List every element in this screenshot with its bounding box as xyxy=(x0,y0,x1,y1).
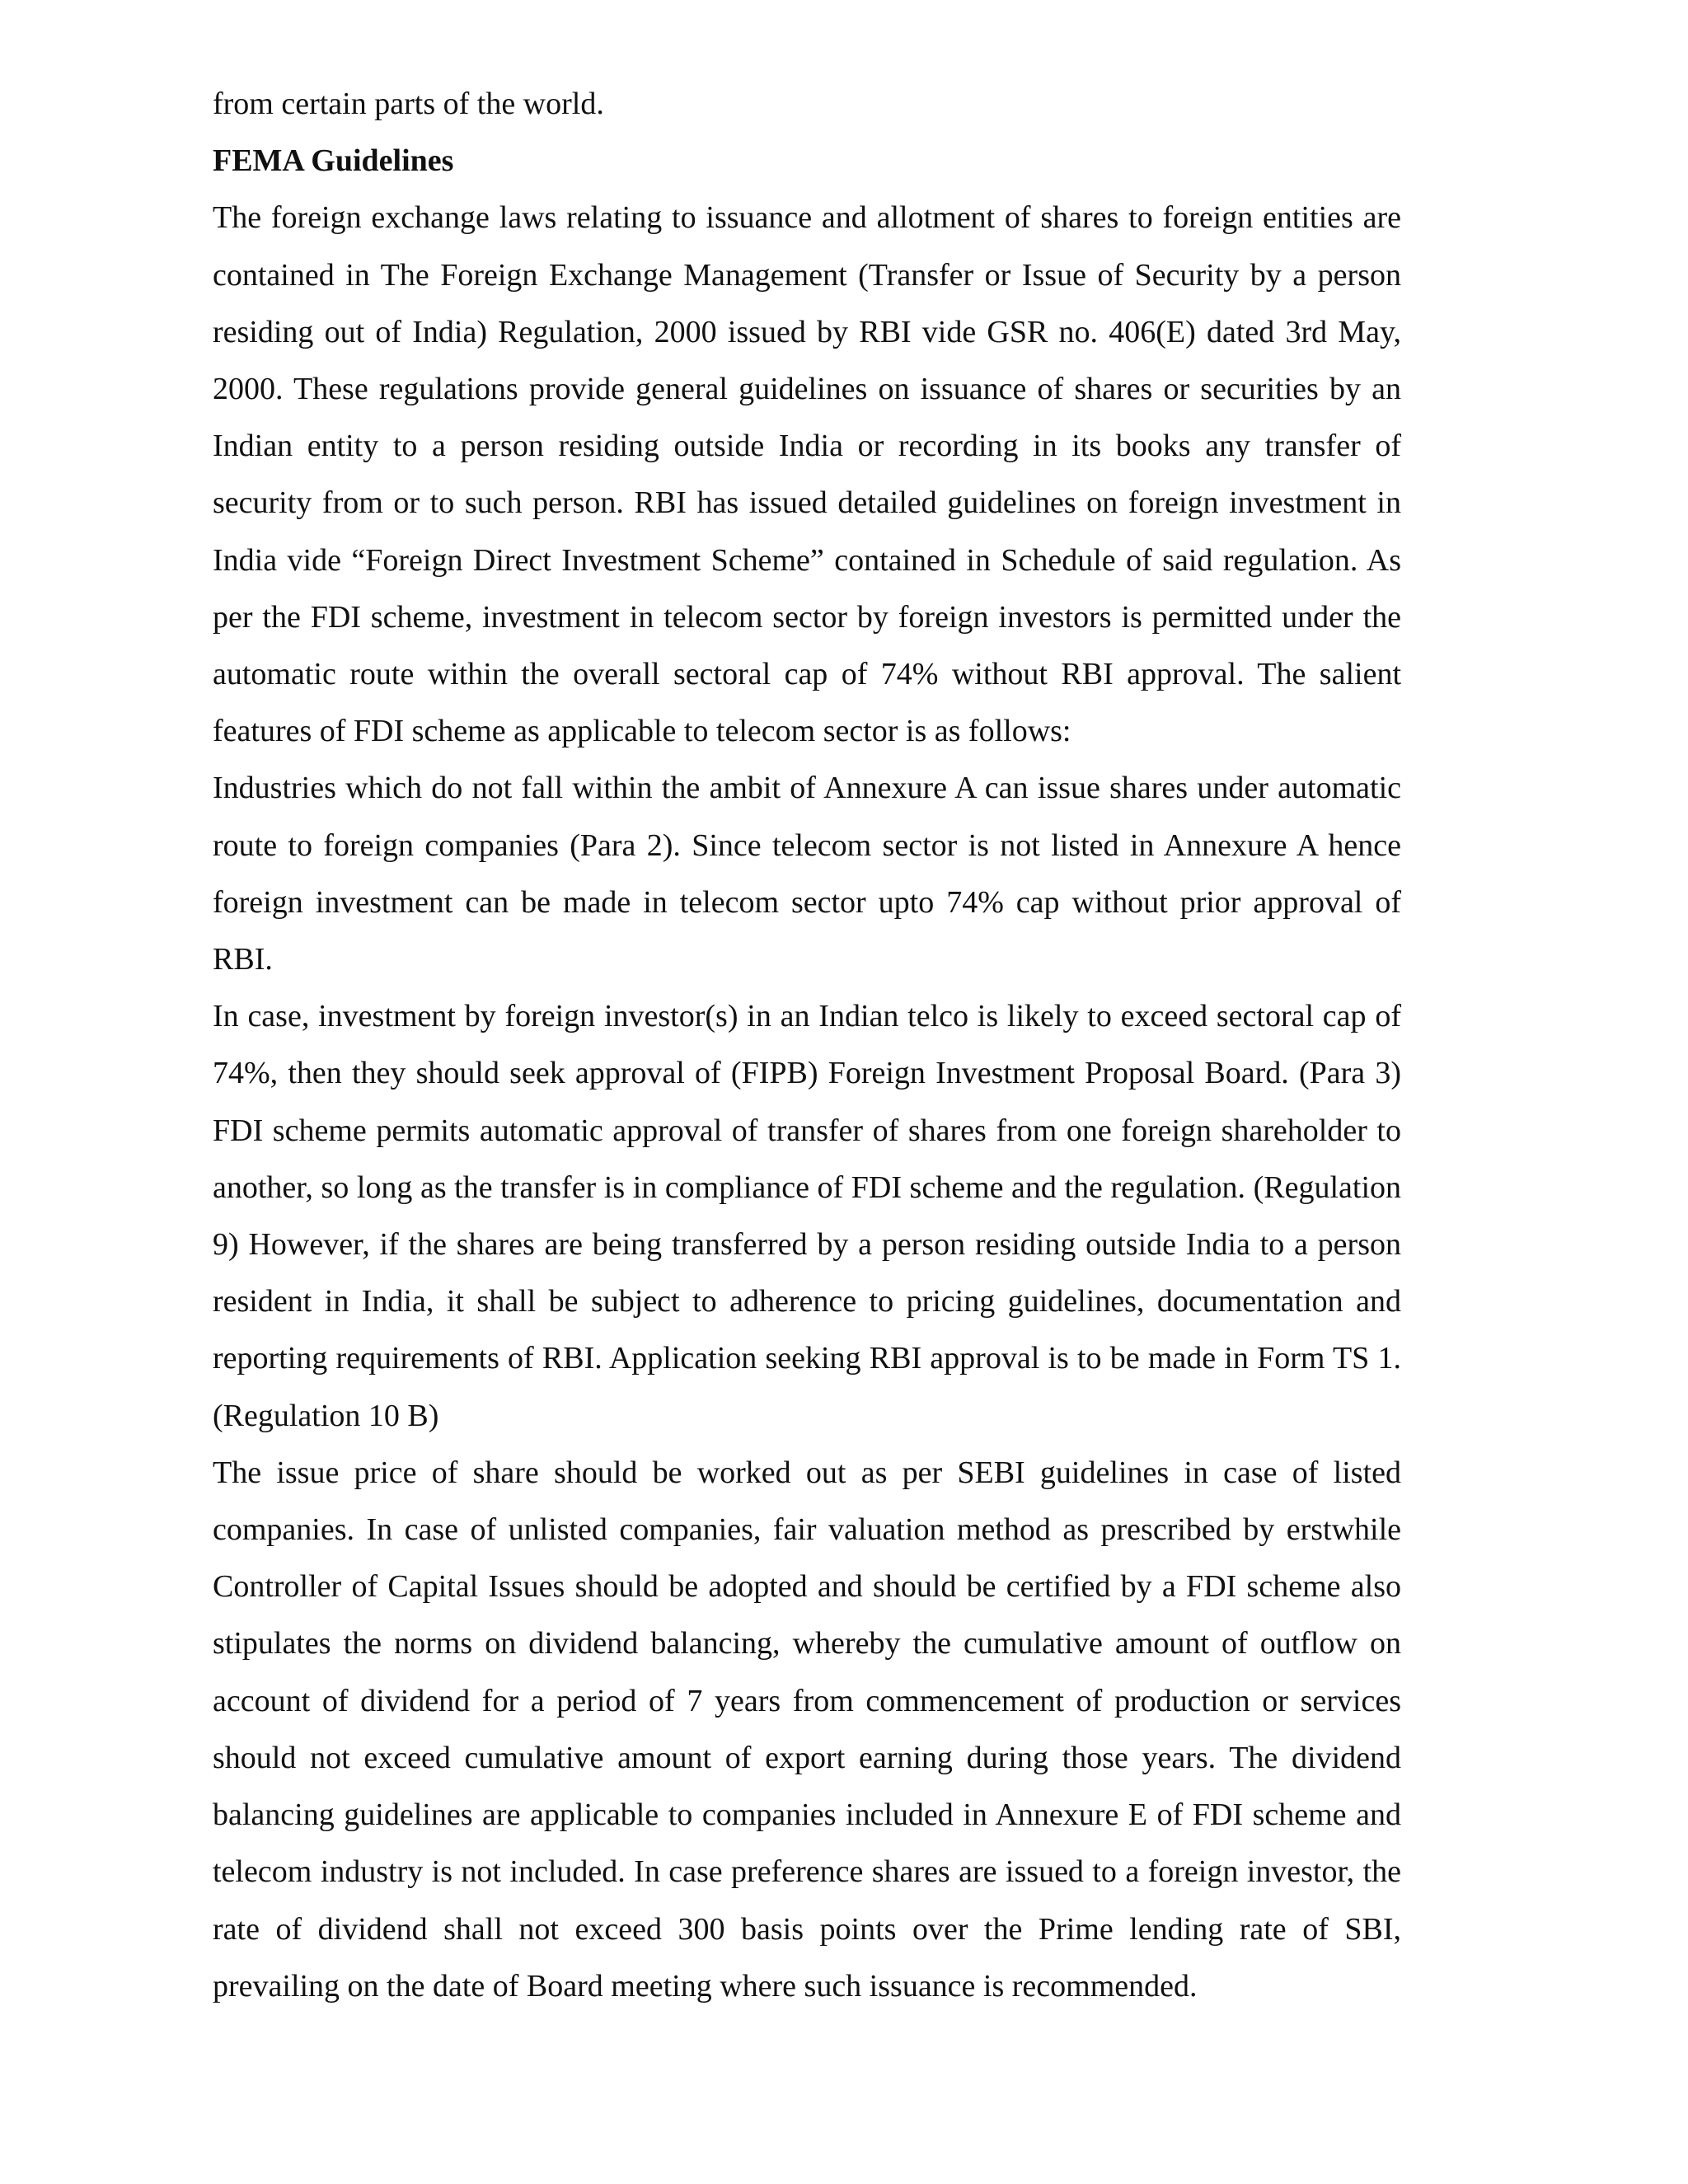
paragraph-sectoral-cap: In case, investment by foreign investor(s) in an Indian telco is likely to exceed sectoral cap of 74%, then they should seek approval of (FIPB) Foreign Investment Proposal Board. (Para 3) FDI scheme permits automatic approval of transfer of shares from one foreign shareholder to another, so long as the transfer is in compliance of FDI scheme and the regulation. (Regulation 9) However, if the shares are being transferred by a person residing outside India to a person resident in India, it shall be subject to adherence to pricing guidelines, documentation and reporting requirements of RBI. Application seeking RBI approval is to be made in Form TS 1. (Regulation 10 B) xyxy=(213,999,1401,1433)
section-heading: FEMA Guidelines xyxy=(213,143,454,179)
continuation-text: from certain parts of the world. xyxy=(213,87,604,121)
document-page xyxy=(213,76,1401,2015)
paragraph-regulations: The foreign exchange laws relating to issuance and allotment of shares to foreign entities are contained in The Foreign Exchange Management (Transfer or Issue of Security by a person residing out of India) Regulation, 2000 issued by RBI vide GSR no. 406(E) dated 3rd May, 2000. These regulations provide general guidelines on issuance of shares or securities by an Indian entity to a person residing outside India or recording in its books any transfer of security from or to such person. RBI has issued detailed guidelines on foreign investment in India vide “Foreign Direct Investment Scheme” contained in Schedule of said regulation. As per the FDI scheme, investment in telecom sector by foreign investors is permitted under the automatic route within the overall sectoral cap of 74% without RBI approval. The salient features of FDI scheme as applicable to telecom sector is as follows: xyxy=(213,200,1401,749)
paragraph-automatic-route: Industries which do not fall within the ambit of Annexure A can issue shares under automatic route to foreign companies (Para 2). Since telecom sector is not listed in Annexure A hence foreign investment can be made in telecom sector upto 74% cap without prior approval of RBI. xyxy=(213,771,1401,977)
paragraph-issue-price: The issue price of share should be worked out as per SEBI guidelines in case of listed companies. In case of unlisted companies, fair valuation method as prescribed by erstwhile Controller of Capital Issues should be adopted and should be certified by a FDI scheme also stipulates the norms on dividend balancing, whereby the cumulative amount of outflow on account of dividend for a period of 7 years from commencement of production or services should not exceed cumulative amount of export earning during those years. The dividend balancing guidelines are applicable to companies included in Annexure E of FDI scheme and telecom industry is not included. In case preference shares are issued to a foreign investor, the rate of dividend shall not exceed 300 basis points over the Prime lending rate of SBI, prevailing on the date of Board meeting where such issuance is recommended. xyxy=(213,1455,1401,2004)
